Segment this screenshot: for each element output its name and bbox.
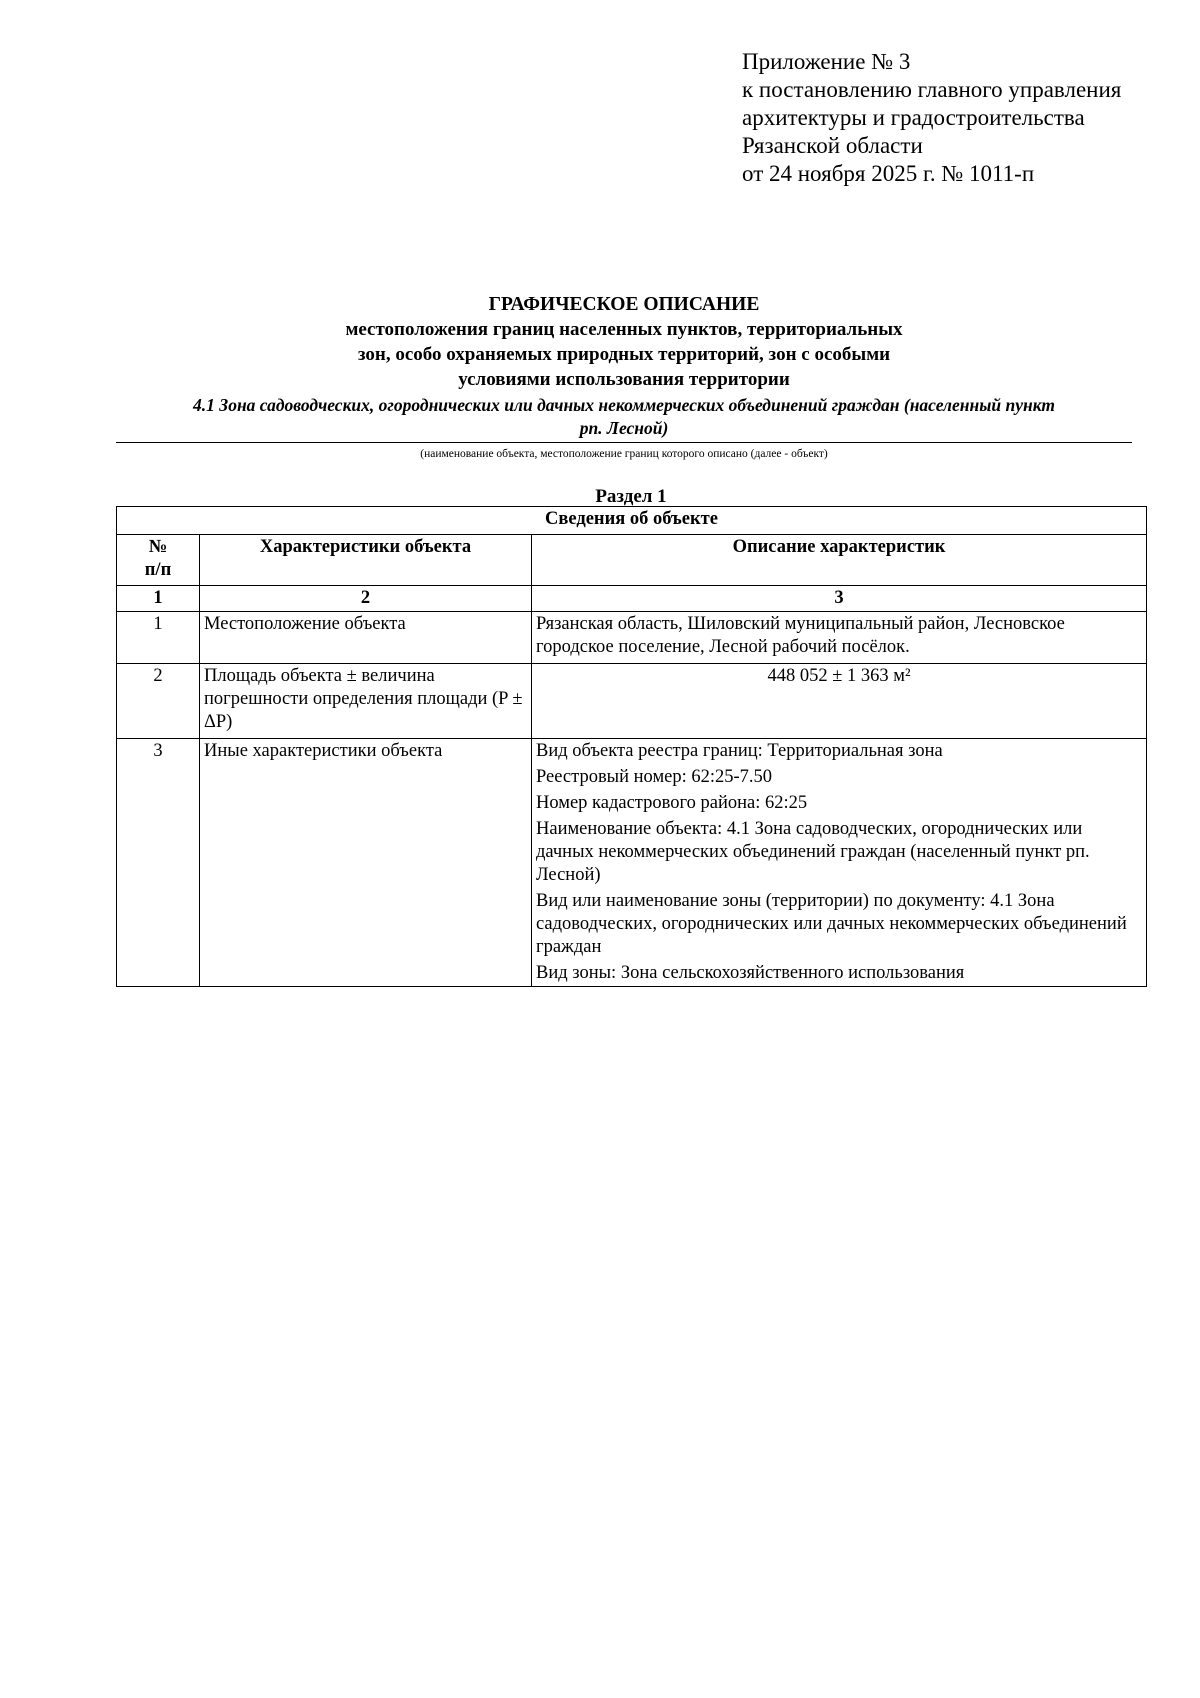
object-name-line: 4.1 Зона садоводческих, огороднических или дачных некоммерческих объединений граждан (населенный пункт (193, 395, 1055, 415)
description-line: Номер кадастрового района: 62:25 (536, 793, 808, 813)
area-value: 448 052 ± 1 363 м² (767, 666, 911, 686)
description-line: Вид зоны: Зона сельскохозяйственного использования (536, 963, 965, 983)
header-number-symbol: № (148, 537, 168, 557)
description-line: Рязанская область, Шиловский муниципальный район, Лесновское городское поселение, Лесной рабочий посёлок. (536, 614, 1065, 657)
object-name-line: рп. Лесной) (579, 418, 669, 438)
table-row (117, 739, 1147, 987)
document-subtitle-line: зон, особо охраняемых природных территорий, зон с особыми (357, 344, 891, 365)
annex-reference-line: к постановлению главного управления (742, 77, 1122, 102)
document-subtitle-line: местоположения границ населенных пунктов, территориальных (345, 319, 903, 340)
column-number-row (117, 586, 1147, 612)
column-number: 2 (200, 586, 532, 612)
row-characteristic: Иные характеристики объекта (200, 739, 532, 987)
column-number: 3 (532, 586, 1147, 612)
row-number: 3 (117, 739, 200, 987)
description-line: Вид объекта реестра границ: Территориальная зона (536, 741, 943, 761)
table-header-row (117, 535, 1147, 586)
description-line: Наименование объекта: 4.1 Зона садоводческих, огороднических или дачных некоммерческих объединений граждан (населенный пункт рп. Лесной) (536, 819, 1090, 885)
annex-number: Приложение № 3 (742, 49, 911, 74)
table-row (117, 612, 1147, 664)
annex-reference-line: Рязанской области (742, 133, 923, 158)
header-number-abbr: п/п (144, 560, 172, 580)
object-name (116, 394, 1132, 443)
annex-reference-line: архитектуры и градостроительства (742, 105, 1085, 130)
annex-date: от 24 ноября 2025 г. № 1011-п (742, 161, 1035, 186)
object-info-table (116, 506, 1147, 987)
header-description: Описание характеристик (532, 535, 1147, 586)
annex-header (742, 48, 1182, 188)
row-number: 1 (117, 612, 200, 664)
column-number: 1 (117, 586, 200, 612)
table-row (117, 664, 1147, 739)
row-number: 2 (117, 664, 200, 739)
section-title: Раздел 1 (595, 486, 667, 507)
description-line: Вид или наименование зоны (территории) по документу: 4.1 Зона садоводческих, огороднических или дачных некоммерческих объединений граждан (536, 891, 1127, 957)
row-characteristic: Местоположение объекта (200, 612, 532, 664)
document-subtitle-line: условиями использования территории (458, 369, 790, 390)
header-number (117, 535, 200, 586)
document-title-block (116, 292, 1132, 461)
description-line: Реестровый номер: 62:25-7.50 (536, 767, 773, 787)
header-characteristics: Характеристики объекта (200, 535, 532, 586)
row-characteristic: Площадь объекта ± величина погрешности определения площади (P ± ΔP) (200, 664, 532, 739)
document-title: ГРАФИЧЕСКОЕ ОПИСАНИЕ (488, 294, 760, 315)
object-name-caption: (наименование объекта, местоположение границ которого описано (далее - объект) (420, 448, 828, 460)
table-caption: Сведения об объекте (117, 507, 1147, 535)
row-description (532, 739, 1147, 987)
table-caption-row (117, 507, 1147, 535)
row-description (532, 612, 1147, 664)
row-description (532, 664, 1147, 739)
